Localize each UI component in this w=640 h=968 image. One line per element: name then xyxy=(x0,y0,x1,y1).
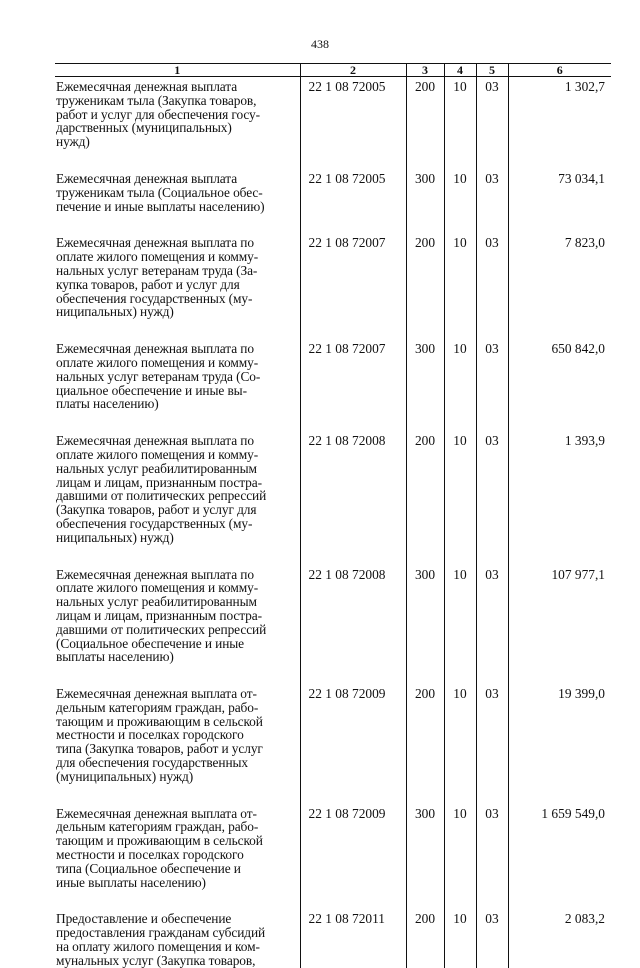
table-row xyxy=(55,804,611,910)
table-row xyxy=(55,909,611,967)
row-amount: 19 399,0 xyxy=(508,684,611,804)
table-row xyxy=(55,339,611,431)
row-code: 22 1 08 72009 xyxy=(300,684,406,804)
row-amount: 1 659 549,0 xyxy=(508,804,611,910)
row-expense-type: 300 xyxy=(406,565,444,685)
row-section: 10 xyxy=(444,77,476,169)
row-section: 10 xyxy=(444,431,476,564)
row-amount: 107 977,1 xyxy=(508,565,611,685)
table-row xyxy=(55,169,611,233)
row-code: 22 1 08 72007 xyxy=(300,233,406,339)
table-row xyxy=(55,233,611,339)
header-col-6: 6 xyxy=(508,64,611,77)
row-section: 10 xyxy=(444,565,476,685)
table-body xyxy=(55,77,611,968)
row-code: 22 1 08 72011 xyxy=(300,909,406,967)
header-col-2: 2 xyxy=(300,64,406,77)
row-expense-type: 300 xyxy=(406,339,444,431)
table-header xyxy=(55,64,611,77)
row-expense-type: 200 xyxy=(406,431,444,564)
header-col-5: 5 xyxy=(476,64,508,77)
table-row xyxy=(55,77,611,169)
row-amount: 73 034,1 xyxy=(508,169,611,233)
header-row xyxy=(55,64,611,77)
row-subsection: 03 xyxy=(476,339,508,431)
row-subsection: 03 xyxy=(476,233,508,339)
row-subsection: 03 xyxy=(476,804,508,910)
row-subsection: 03 xyxy=(476,77,508,169)
row-expense-type: 200 xyxy=(406,233,444,339)
row-name: Ежемесячная денежная выплата по оплате жилого помещения и комму- нальных услуг реабилитированным лицам и лицам, признанным постра- давшими от политических репрессий (Социальное обеспечение и иные выплаты населению) xyxy=(56,566,267,665)
row-amount: 2 083,2 xyxy=(508,909,611,967)
row-section: 10 xyxy=(444,233,476,339)
row-code: 22 1 08 72005 xyxy=(300,169,406,233)
row-code: 22 1 08 72007 xyxy=(300,339,406,431)
row-name: Предоставление и обеспечение предоставления гражданам субсидий на оплату жилого помещения и ком- мунальных услуг (Закупка товаров, xyxy=(56,911,266,968)
row-expense-type: 200 xyxy=(406,684,444,804)
table-row xyxy=(55,431,611,564)
row-section: 10 xyxy=(444,169,476,233)
row-name: Ежемесячная денежная выплата по оплате жилого помещения и комму- нальных услуг реабилитированным лицам и лицам, признанным постра- давшими от политических репрессий (Закупка товаров, работ и услуг для обеспечения государственных (му- ниципальных) нужд) xyxy=(56,433,267,545)
row-subsection: 03 xyxy=(476,684,508,804)
table-row xyxy=(55,684,611,804)
row-subsection: 03 xyxy=(476,169,508,233)
row-name: Ежемесячная денежная выплата труженикам тыла (Закупка товаров, работ и услуг для обеспечения госу- дарственных (муниципальных) нужд) xyxy=(56,79,260,150)
header-col-4: 4 xyxy=(444,64,476,77)
row-expense-type: 300 xyxy=(406,169,444,233)
row-section: 10 xyxy=(444,684,476,804)
row-name: Ежемесячная денежная выплата труженикам тыла (Социальное обес- печение и иные выплаты населению) xyxy=(56,170,265,214)
row-code: 22 1 08 72009 xyxy=(300,804,406,910)
row-amount: 650 842,0 xyxy=(508,339,611,431)
row-section: 10 xyxy=(444,804,476,910)
table-row xyxy=(55,565,611,685)
row-section: 10 xyxy=(444,909,476,967)
row-expense-type: 300 xyxy=(406,804,444,910)
row-name: Ежемесячная денежная выплата от- дельным категориям граждан, рабо- тающим и проживающим в сельской местности и поселках городского типа (Закупка товаров, работ и услуг для обеспечения государственных (муниципальных) нужд) xyxy=(56,686,263,784)
budget-table xyxy=(55,63,611,968)
row-name: Ежемесячная денежная выплата по оплате жилого помещения и комму- нальных услуг ветеранам труда (За- купка товаров, работ и услуг для обеспечения государственных (му- ниципальных) нужд) xyxy=(56,235,259,320)
row-subsection: 03 xyxy=(476,431,508,564)
row-section: 10 xyxy=(444,339,476,431)
row-code: 22 1 08 72008 xyxy=(300,431,406,564)
row-name: Ежемесячная денежная выплата по оплате жилого помещения и комму- нальных услуг ветеранам труда (Со- циальное обеспечение и иные вы- платы населению) xyxy=(56,341,261,412)
header-col-3: 3 xyxy=(406,64,444,77)
page-number: 438 xyxy=(311,37,329,51)
row-code: 22 1 08 72005 xyxy=(300,77,406,169)
row-code: 22 1 08 72008 xyxy=(300,565,406,685)
row-amount: 1 393,9 xyxy=(508,431,611,564)
row-amount: 7 823,0 xyxy=(508,233,611,339)
row-expense-type: 200 xyxy=(406,77,444,169)
row-expense-type: 200 xyxy=(406,909,444,967)
row-subsection: 03 xyxy=(476,909,508,967)
header-col-1: 1 xyxy=(55,64,300,77)
row-subsection: 03 xyxy=(476,565,508,685)
row-name: Ежемесячная денежная выплата от- дельным категориям граждан, рабо- тающим и проживающим в сельской местности и поселках городского типа (Социальное обеспечение и иные выплаты населению) xyxy=(56,805,263,890)
row-amount: 1 302,7 xyxy=(508,77,611,169)
